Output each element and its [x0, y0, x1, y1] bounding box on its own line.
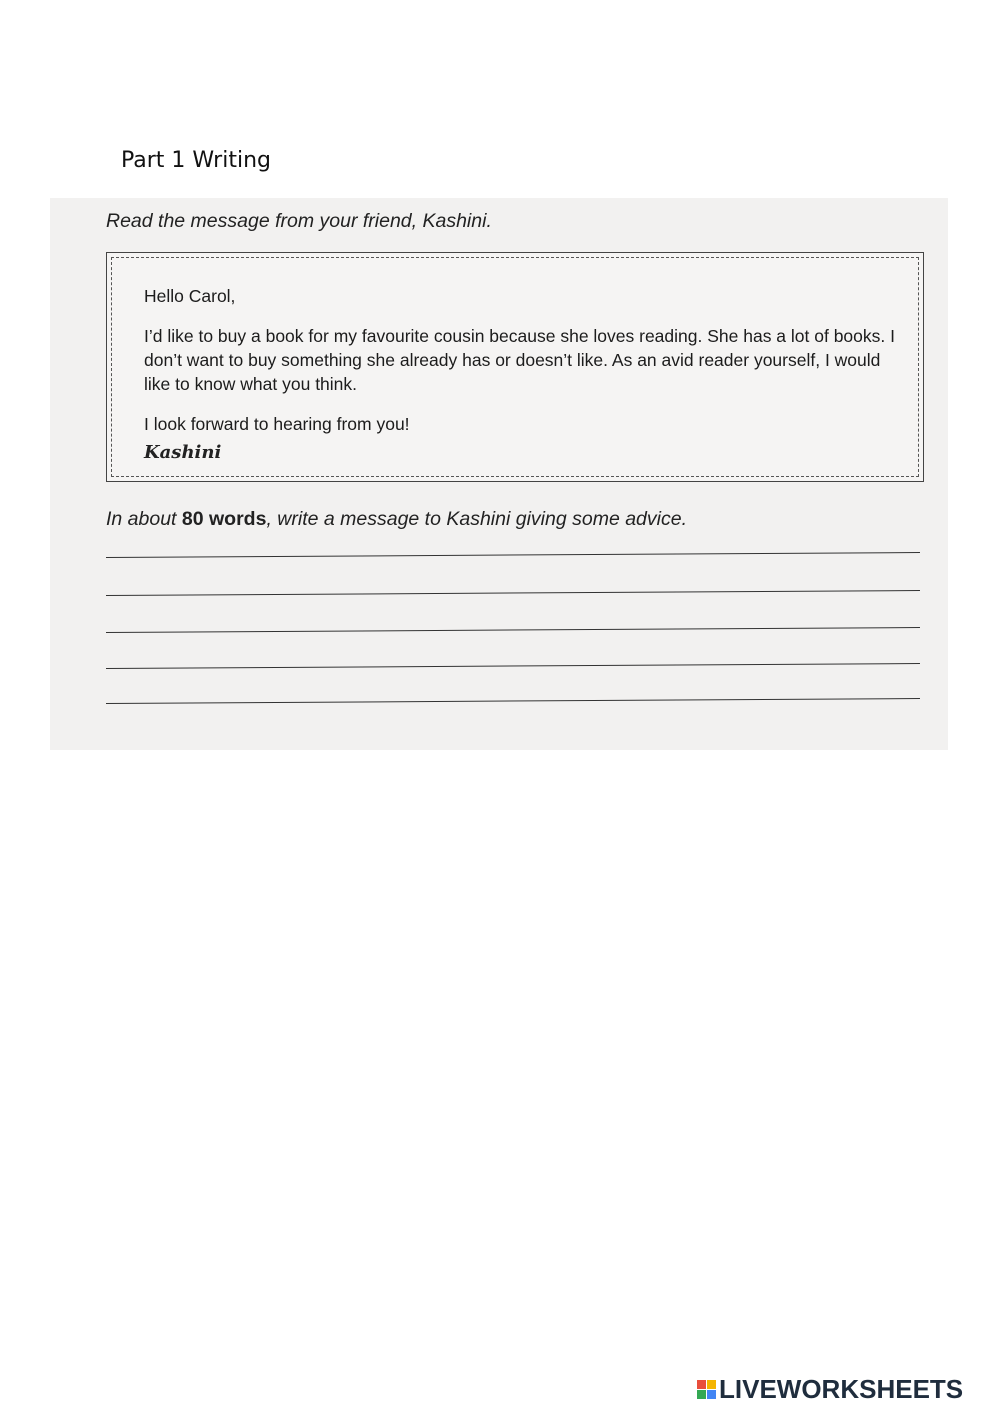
message-greeting: Hello Carol, — [144, 286, 236, 306]
task-word-count: 80 words — [181, 508, 267, 530]
logo-square-red — [697, 1380, 706, 1389]
logo-square-blue — [707, 1390, 716, 1399]
logo-text: LIVEWORKSHEETS — [719, 1374, 964, 1404]
message-closing: I look forward to hearing from you! — [144, 414, 410, 434]
message-signature: Kashini — [144, 442, 222, 463]
logo-square-green — [697, 1390, 706, 1399]
message-dashed-border — [111, 257, 919, 477]
liveworksheets-logo-icon — [697, 1380, 716, 1399]
page-title: Part 1 Writing — [121, 148, 271, 173]
message-box — [106, 252, 924, 482]
writing-task — [106, 508, 687, 531]
task-suffix: , write a message to Kashini giving some advice. — [266, 508, 687, 530]
task-prefix: In about — [106, 508, 182, 530]
logo-square-yellow — [707, 1380, 716, 1389]
message-body: I’d like to buy a book for my favourite cousin because she loves reading. She has a lot of books. I don’t want to buy something she already has or doesn’t like. As an avid reader yourself, I would like to know what you think. — [144, 326, 895, 394]
liveworksheets-logo[interactable] — [697, 1374, 963, 1405]
reading-instruction: Read the message from your friend, Kashini. — [106, 210, 492, 232]
